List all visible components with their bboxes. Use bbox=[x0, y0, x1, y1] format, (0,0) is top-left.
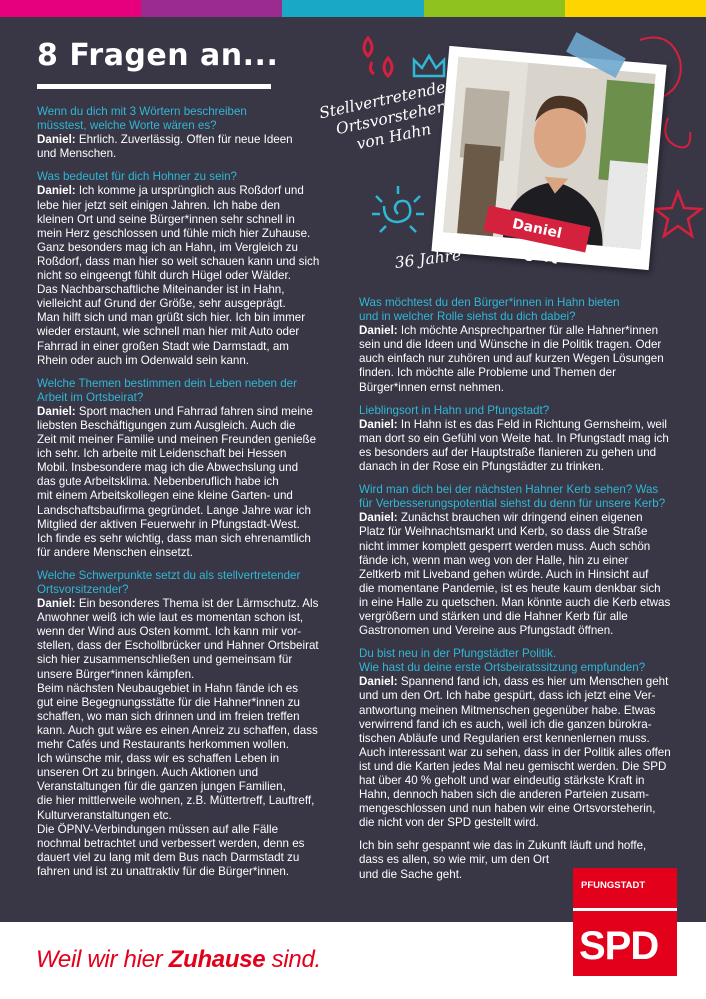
drops-icon bbox=[364, 38, 392, 76]
speaker-label: Daniel: bbox=[37, 184, 76, 198]
logo-place: PFUNGSTADT bbox=[581, 880, 646, 891]
speaker-label: Daniel: bbox=[37, 133, 76, 147]
qa-block bbox=[359, 296, 688, 395]
question: Lieblingsort in Hahn und Pfungstadt? bbox=[359, 403, 550, 417]
slogan-start: Weil wir hier bbox=[36, 946, 169, 973]
qa-block bbox=[359, 404, 688, 474]
role-caption: Stellvertretender Ortsvorsteher von Hahn bbox=[317, 76, 455, 154]
answer bbox=[359, 511, 688, 638]
qa-block bbox=[37, 569, 337, 879]
answer-text: Ein besonderes Thema ist der Lärmschutz. Als Anwohner weiß ich wie laut es momentan schon ist, wenn der Wind aus Osten kommt. Ich kann mir vor- stellen, dass der Eschollbrücker und Hahner Ortsbeirat sich hier zusammenschließen und gemeinsam für unsere Bürger*innen kämpfen. Beim nächsten Neubaugebiet in Hahn fände ich es gut eine Begegnungsstätte für die Hahner*innen zu schaffen, wo man sich drinnen und im freien treffen kann. Auch gut wäre es einen Anreiz zu schaffen, dass mehr Cafés und Restaurants herkommen wollen. Ich wünsche mir, dass wir es schaffen Leben in unseren Ort zu bringen. Auch Aktionen und Veranstaltungen für die ganzen jungen Familien, die hier mittlerweile wohnen, z.B. Müttertreff, Lauftreff, Kulturveranstaltungen etc. Die ÖPNV-Verbindungen müssen auf alle Fälle nochmal betrachtet und verbessert werden, denn es dauert viel zu lang mit dem Bus nach Darmstadt zu fahren und ist zu unattraktiv für die Bürger*innen. bbox=[37, 597, 319, 878]
star-icon bbox=[655, 192, 701, 236]
answer bbox=[37, 597, 337, 879]
question: Was bedeutet für dich Hohner zu sein? bbox=[37, 170, 237, 184]
footer-slogan bbox=[36, 946, 321, 974]
qa-block bbox=[359, 647, 688, 830]
answer bbox=[359, 324, 688, 394]
slogan-end: sind. bbox=[265, 946, 321, 973]
question: Wird man dich bei der nächsten Hahner Kerb sehen? Was für Verbesserungspotential siehst du denn für unsere Kerb? bbox=[359, 483, 666, 511]
qa-block bbox=[37, 170, 337, 367]
closing-paragraph: Ich bin sehr gespannt wie das in Zukunft läuft und hoffe, dass es allen, so wie mir, um den Ort und die Sache geht. bbox=[359, 839, 647, 881]
answer-text: Ich komme ja ursprünglich aus Roßdorf und lebe hier jetzt seit einigen Jahren. Ich habe den kleinen Ort und seine Bürger*innen sehr schnell in mein Herz geschlossen und fühle mich hier Zuhause. Ganz besonders mag ich an Hahn, im Vergleich zu Roßdorf, dass man hier so weit schauen kann und sich nicht so eingeengt fühlt durch Hügel oder Wälder. Das Nachbarschaftliche Miteinander ist in Hahn, vielleicht auf Grund der Größe, sehr ausgeprägt. Man hilft sich und man grüßt sich hier. Ich bin immer wieder erstaunt, wie schnell man hier mit Auto oder Fahrrad in einer großen Stadt wie Darmstadt, am Rhein oder auch im Odenwald sein kann. bbox=[37, 184, 320, 367]
spd-logo bbox=[573, 868, 677, 976]
answer bbox=[359, 418, 688, 474]
answer-text: Sport machen und Fahrrad fahren sind meine liebsten Beschäftigungen zum Ausgleich. Auch die Zeit mit meiner Familie und meinen Freunden genieße ich sehr. Ich arbeite mit Leidenschaft bei Hessen Mobil. Insbesondere mag ich die Abwechslung und das gute Arbeitsklima. Nebenberuflich habe ich mit einem Arbeitskollegen eine kleine Garten- und Landschaftsbaufirma gegründet. Lange Jahre war ich Mitglied der aktiven Feuerwehr in Pfungstadt-West. Ich finde es sehr wichtig, dass man sich ehrenamtlich für andere Menschen einsetzt. bbox=[37, 404, 317, 559]
question: Du bist neu in der Pfungstädter Politik. Wie hast du deine erste Ortsbeiratssitzung empfunden? bbox=[359, 647, 646, 675]
slogan-bold: Zuhause bbox=[168, 946, 266, 973]
answer-text: Ich möchte Ansprechpartner für alle Hahner*innen sein und die Ideen und Wünsche in die Politik tragen. Oder auch einfach nur zuhören und auf kurzen Wegen Lösungen finden. Ich möchte alle Probleme und Themen der Bürger*innen ernst nehmen. bbox=[359, 324, 664, 394]
interview-column-left bbox=[37, 105, 337, 888]
speaker-label: Daniel: bbox=[37, 597, 76, 611]
question: Welche Themen bestimmen dein Leben neben der Arbeit im Ortsbeirat? bbox=[37, 376, 297, 404]
qa-block bbox=[37, 105, 337, 161]
crown-icon bbox=[414, 56, 444, 76]
speaker-label: Daniel: bbox=[359, 511, 398, 525]
name-tag: Daniel Regert bbox=[483, 205, 590, 252]
speaker-label: Daniel: bbox=[359, 417, 398, 431]
answer bbox=[37, 184, 337, 367]
question: Welche Schwerpunkte setzt du als stellvertretender Ortsvorsitzender? bbox=[37, 568, 301, 596]
answer bbox=[359, 675, 688, 830]
answer-text: In Hahn ist es das Feld in Richtung Gernsheim, weil man dort so ein Gefühl von Weite hat. In Pfungstadt mag ich es besonders auf der Hauptstraße flanieren zu gehen und danach in der Rose ein Pfungstädter zu trinken. bbox=[359, 417, 669, 474]
question: Wenn du dich mit 3 Wörtern beschreiben müsstest, welche Worte wären es? bbox=[37, 105, 247, 133]
answer-text: Spannend fand ich, dass es hier um Menschen geht und um den Ort. Ich habe gespürt, dass ich jetzt eine Ver- antwortung meinen Mitmenschen gegenüber habe. Etwas verwirrend fand ich es auch, weil ich die ganzen bürokra- tischen Abläufe und Regularien erst kennenlernen muss. Auch interessant war zu sehen, dass in der Politik alles offen ist und die Karten jedes Mal neu gemischt werden. Die SPD hat über 40 % geholt und war eindeutig stärkste Kraft in Hahn, dennoch haben sich die anderen Parteien zusam- mengeschlossen und nun haben wir eine Ortsvorsteherin, die nicht von der SPD gestellt wird. bbox=[359, 675, 671, 830]
logo-divider bbox=[573, 908, 677, 911]
answer-text: Ehrlich. Zuverlässig. Offen für neue Ideen und Menschen. bbox=[37, 133, 293, 161]
logo-party: SPD bbox=[579, 924, 659, 968]
qa-block bbox=[359, 483, 688, 638]
qa-block bbox=[37, 377, 337, 560]
question: Was möchtest du den Bürger*innen in Hahn bieten und in welcher Rolle siehst du dich dabei? bbox=[359, 296, 620, 324]
page-title: 8 Fragen an... bbox=[37, 38, 279, 73]
interview-column-right bbox=[359, 296, 688, 882]
answer-text: Zunächst brauchen wir dringend einen eigenen Platz für Weihnachtsmarkt und Kerb, so dass die Straße nicht immer komplett gesperrt werden muss. Auch schön fände ich, wenn man weg von der Halle, hin zu einer Zeltkerb mit Liveband gehen würde. Auch in Hinsicht auf die momentane Pandemie, ist es heute kaum denkbar sich in eine Halle zu quetschen. Man könnte auch die Kerb etwas vergrößern und stärken und die Hahner Kerb für alle Gastronomen und Vereine aus Pfungstadt öffnen. bbox=[359, 511, 671, 638]
answer bbox=[37, 405, 337, 560]
speaker-label: Daniel: bbox=[359, 675, 398, 689]
speaker-label: Daniel: bbox=[359, 324, 398, 338]
answer bbox=[37, 133, 337, 161]
speaker-label: Daniel: bbox=[37, 404, 76, 418]
curl-icon bbox=[665, 118, 690, 147]
age-caption: 36 Jahre bbox=[393, 246, 463, 273]
sun-spiral-icon bbox=[372, 186, 424, 232]
